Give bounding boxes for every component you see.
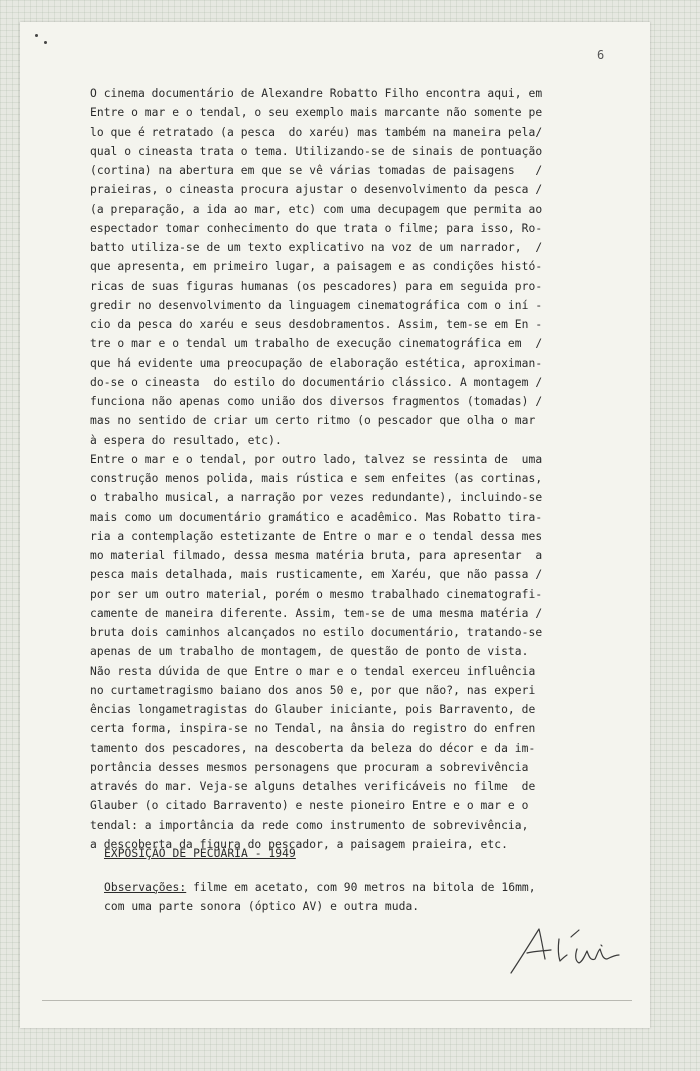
text-line: pesca mais detalhada, mais rusticamente, em Xaréu, que não passa / [90, 568, 543, 582]
text-line: que apresenta, em primeiro lugar, a paisagem e as condições histó- [90, 260, 543, 274]
text-line: (a preparação, a ida ao mar, etc) com uma decupagem que permita ao [90, 202, 543, 216]
text-line: do-se o cineasta do estilo do documentário clássico. A montagem / [90, 375, 543, 389]
text-line: mas no sentido de criar um certo ritmo (o pescador que olha o mar [90, 414, 536, 428]
text-line: espectador tomar conhecimento do que trata o filme; para isso, Ro- [90, 221, 543, 235]
observations-line-2: com uma parte sonora (óptico AV) e outra muda. [104, 900, 420, 913]
text-line: praieiras, o cineasta procura ajustar o desenvolvimento da pesca / [90, 183, 543, 197]
text-line: cio da pesca do xaréu e seus desdobramentos. Assim, tem-se em En - [90, 318, 543, 331]
observations-label: Observações: [104, 880, 187, 894]
text-line: O cinema documentário de Alexandre Robatto Filho encontra aqui, em [90, 87, 543, 100]
text-line: funciona não apenas como união dos diversos fragmentos (tomadas) / [90, 395, 543, 408]
text-line: apenas de um trabalho de montagem, de questão de ponto de vista. [90, 645, 529, 659]
text-line: no curtametragismo baiano dos anos 50 e, por que não?, nas experi [90, 683, 536, 697]
spacer [104, 864, 584, 878]
page-bottom-rule [42, 1000, 632, 1001]
text-line: que há evidente uma preocupação de elaboração estética, aproximan- [90, 356, 543, 370]
text-line: tendal: a importância da rede como instrumento de sobrevivência, [90, 818, 529, 832]
text-line: tamento dos pescadores, na descoberta da beleza do décor e da im- [90, 741, 536, 755]
text-line: lo que é retratado (a pesca do xaréu) mas também na maneira pela/ [90, 125, 543, 139]
text-line: o trabalho musical, a narração por vezes redundante), incluindo-se [90, 491, 543, 505]
text-line: Não resta dúvida de que Entre o mar e o tendal exerceu influência [90, 664, 536, 678]
text-line: ências longametragistas do Glauber iniciante, pois Barravento, de [90, 703, 536, 716]
text-line: gredir no desenvolvimento da linguagem cinematográfica com o iní - [90, 298, 543, 312]
observations-line [104, 878, 584, 898]
text-line: mais como um documentário gramático e acadêmico. Mas Robatto tira- [90, 510, 543, 524]
text-line: através do mar. Veja-se alguns detalhes verificáveis no filme de [90, 780, 536, 793]
punch-mark [44, 41, 47, 44]
page-number: 6 [597, 48, 605, 62]
body-text [90, 84, 590, 854]
punch-mark [35, 34, 38, 37]
section-heading: EXPOSIÇÃO DE PECUÁRIA - 1949 [104, 847, 296, 860]
observations-text: filme em acetato, com 90 metros na bitola de 16mm, [186, 880, 536, 894]
text-line: tre o mar e o tendal um trabalho de execução cinematográfica em / [90, 337, 543, 351]
text-line: batto utiliza-se de um texto explicativo na voz de um narrador, / [90, 241, 543, 254]
text-line: Entre o mar e o tendal, por outro lado, talvez se ressinta de uma [90, 452, 543, 466]
text-line: bruta dois caminhos alcançados no estilo documentário, tratando-se [90, 626, 543, 639]
handwritten-signature [505, 915, 635, 977]
text-line: camente de maneira diferente. Assim, tem-se de uma mesma matéria / [90, 606, 543, 620]
text-line: Glauber (o citado Barravento) e neste pioneiro Entre e o mar e o [90, 799, 529, 813]
text-line: qual o cineasta trata o tema. Utilizando-se de sinais de pontuação [90, 144, 543, 158]
text-line: à espera do resultado, etc). [90, 433, 282, 447]
text-line: construção menos polida, mais rústica e sem enfeites (as cortinas, [90, 472, 543, 485]
text-line: por ser um outro material, porém o mesmo trabalhado cinematografi- [90, 587, 543, 601]
text-line: ricas de suas figuras humanas (os pescadores) para em seguida pro- [90, 279, 543, 293]
text-line: (cortina) na abertura em que se vê várias tomadas de paisagens / [90, 164, 543, 177]
text-line: ria a contemplação estetizante de Entre o mar e o tendal dessa mes [90, 529, 543, 543]
text-line: portância desses mesmos personagens que procuram a sobrevivência [90, 760, 529, 774]
text-line: mo material filmado, dessa mesma matéria bruta, para apresentar a [90, 549, 543, 562]
text-line: Entre o mar e o tendal, o seu exemplo mais marcante não somente pe [90, 106, 543, 120]
text-line: certa forma, inspira-se no Tendal, na ânsia do registro do enfren [90, 722, 536, 736]
text-line: a descoberta da figura do pescador, a paisagem praieira, etc. [90, 837, 508, 851]
film-record-section [104, 844, 584, 917]
